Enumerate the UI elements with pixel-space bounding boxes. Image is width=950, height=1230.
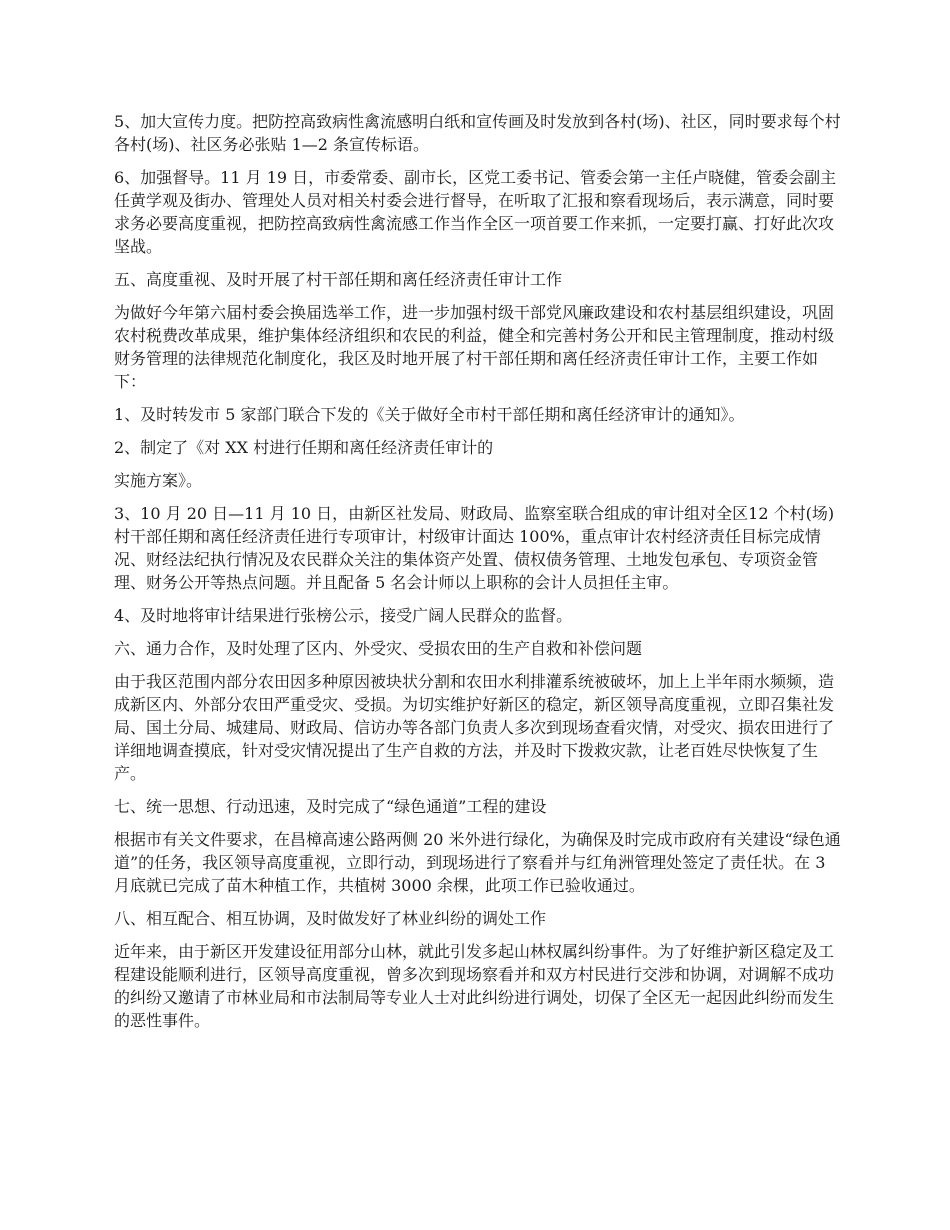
paragraph-audit-item-2: 2、制定了《对 XX 村进行任期和离任经济责任审计的 — [114, 438, 494, 457]
paragraph-audit-intro: 为做好今年第六届村委会换届选举工作，进一步加强村级干部党风廉政建设和农村基层组织建设，巩固农村税费改革成果，维护集体经济组织和农民的利益，健全和完善村务公开和民主管理制度，推动村级财务管理的法律规范化制度化，我区及时地开展了村干部任期和离任经济责任审计工作，主要工作如下： — [114, 303, 835, 391]
paragraph-audit-item-1: 1、及时转发市 5 家部门联合下发的《关于做好全市村干部任期和离任经济审计的通知》。 — [114, 405, 745, 424]
paragraph-farmland: 由于我区范围内部分农田因多种原因被块状分割和农田水利排灌系统被破坏，加上上半年雨水频频，造成新区内、外部分农田严重受灾、受损。为切实维护好新区的稳定，新区领导高度重视，立即召集社发局、国土分局、城建局、财政局、信访办等各部门负责人多次到现场查看灾情，对受灾、损农田进行了详细地调查摸底，针对受灾情况提出了生产自救的方法，并及时下拨救灾款，让老百姓尽快恢复了生产。 — [114, 672, 835, 783]
paragraph-audit-item-2-cont: 实施方案》。 — [114, 471, 203, 490]
paragraph-publicity: 5、加大宣传力度。把防控高致病性禽流感明白纸和宣传画及时发放到各村(场)、社区，同时要求每个村各村(场)、社区务必张贴 1—2 条宣传标语。 — [114, 112, 841, 154]
document-body — [114, 110, 844, 1042]
section-heading-7: 七、统一思想、行动迅速，及时完成了“绿色通道”工程的建设 — [114, 797, 547, 816]
paragraph-audit-item-4: 4、及时地将审计结果进行张榜公示，接受广阔人民群众的监督。 — [114, 606, 573, 625]
section-heading-8: 八、相互配合、相互协调，及时做发好了林业纠纷的调处工作 — [114, 909, 547, 928]
paragraph-green-channel: 根据市有关文件要求，在昌樟高速公路两侧 20 米外进行绿化，为确保及时完成市政府有关建设“绿色通道”的任务，我区领导高度重视，立即行动，到现场进行了察看并与红角洲管理处签定了责任状。在 3 月底就已完成了苗木种植工作，共植树 3000 余棵，此项工作已验收通过。 — [114, 830, 841, 895]
section-heading-6: 六、通力合作，及时处理了区内、外受灾、受损农田的生产自救和补偿问题 — [114, 639, 643, 658]
paragraph-audit-item-3: 3、10 月 20 日—11 月 10 日，由新区社发局、财政局、监察室联合组成的审计组对全区12 个村(场)村干部任期和离任经济责任进行专项审计，村级审计面达 100%，重点审计农村经济责任目标完成情况、财经法纪执行情况及农民群众关注的集体资产处置、债权债务管理、土地发包承包、专项资金管理、财务公开等热点问题。并且配备 5 名会计师以上职称的会计人员担任主审。 — [114, 504, 835, 592]
paragraph-forestry: 近年来，由于新区开发建设征用部分山林，就此引发多起山林权属纠纷事件。为了好维护新区稳定及工程建设能顺利进行，区领导高度重视，曾多次到现场察看并和双方村民进行交涉和协调，对调解不成功的纠纷又邀请了市林业局和市法制局等专业人士对此纠纷进行调处，切保了全区无一起因此纠纷而发生的恶性事件。 — [114, 942, 835, 1030]
section-heading-5: 五、高度重视、及时开展了村干部任期和离任经济责任审计工作 — [114, 270, 563, 289]
paragraph-supervision: 6、加强督导。11 月 19 日，市委常委、副市长，区党工委书记、管委会第一主任卢晓健，管委会副主任黄学观及街办、管理处人员对相关村委会进行督导，在听取了汇报和察看现场后，表示满意，同时要求务必要高度重视，把防控高致病性禽流感工作当作全区一项首要工作来抓，一定要打赢、打好此次攻坚战。 — [114, 168, 837, 256]
